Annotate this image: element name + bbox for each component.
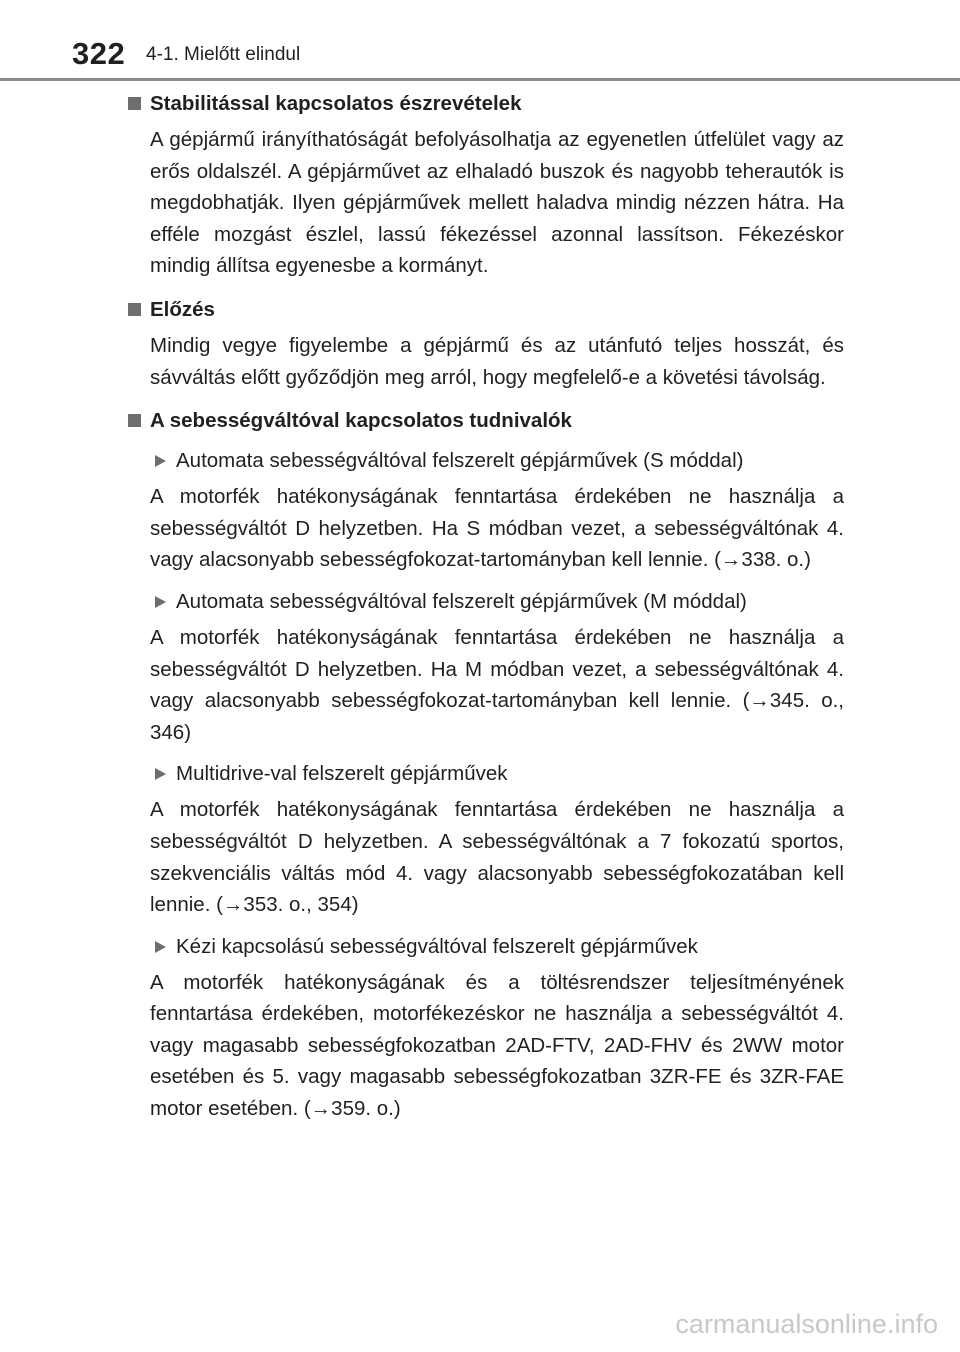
- running-header: 4-1. Mielőtt elindul: [146, 44, 301, 65]
- square-bullet-icon: [128, 414, 141, 427]
- triangle-bullet-icon: [155, 455, 166, 467]
- subsection-paragraph: A motorfék hatékonyságának és a töltésrendszer teljesítményének fenntartása érdekében, motorfékezéskor ne használja a sebességváltót 4. vagy magasabb sebességfokozatban 2AD-FTV, 2AD-FHV és 2WW motor esetében és 5. vagy magasabb sebességfokozatban 3ZR-FE és 3ZR-FAE motor esetében. (→359. o.): [150, 970, 844, 1121]
- page-content: [128, 90, 844, 1139]
- triangle-bullet-icon: [155, 941, 166, 953]
- subsection-heading: Automata sebességváltóval felszerelt gépjárművek (S móddal): [176, 447, 844, 475]
- header-rule: [0, 78, 960, 81]
- section-transmission: [128, 407, 844, 1125]
- square-bullet-icon: [128, 97, 141, 110]
- subsection-paragraph: A motorfék hatékonyságának fenntartása érdekében ne használja a sebességváltót D helyzetben. Ha S módban vezet, a sebességváltónak 4. vagy alacsonyabb sebességfokozat-tartományban kell lennie. (→338. o.): [150, 485, 844, 572]
- subsection-heading: Kézi kapcsolású sebességváltóval felszerelt gépjárművek: [176, 933, 844, 961]
- subsection-multidrive: [128, 760, 844, 920]
- square-bullet-icon: [128, 303, 141, 316]
- subsection-paragraph: A motorfék hatékonyságának fenntartása érdekében ne használja a sebességváltót D helyzetben. Ha M módban vezet, a sebességváltónak 4. vagy alacsonyabb sebességfokozat-tartományban kell lennie. (→345. o., 346): [150, 625, 844, 744]
- triangle-bullet-icon: [155, 768, 166, 780]
- subsection-manual: [128, 933, 844, 1125]
- page-number: 322: [72, 36, 126, 71]
- section-heading: A sebességváltóval kapcsolatos tudnivalók: [150, 407, 844, 435]
- subsection-paragraph: A motorfék hatékonyságának fenntartása érdekében ne használja a sebességváltót D helyzetben. A sebességváltónak a 7 fokozatú sportos, szekvenciális váltás mód 4. vagy alacsonyabb sebességfokozatában kell lennie. (→353. o., 354): [150, 798, 844, 917]
- footer-watermark: carmanualsonline.info: [675, 1309, 938, 1339]
- subsection-automatic-m: [128, 588, 844, 748]
- subsection-automatic-s: [128, 447, 844, 576]
- subsection-heading: Automata sebességváltóval felszerelt gépjárművek (M móddal): [176, 588, 844, 616]
- section-overtaking: [128, 296, 844, 393]
- section-paragraph: Mindig vegye figyelembe a gépjármű és az utánfutó teljes hosszát, és sávváltás előtt győződjön meg arról, hogy megfelelő-e a követési távolság.: [150, 333, 844, 389]
- section-heading: Stabilitással kapcsolatos észrevételek: [150, 90, 844, 118]
- triangle-bullet-icon: [155, 596, 166, 608]
- section-heading: Előzés: [150, 296, 844, 324]
- section-paragraph: A gépjármű irányíthatóságát befolyásolhatja az egyenetlen útfelület vagy az erős oldalszél. A gépjárművet az elhaladó buszok és nagyobb teherautók is megdobhatják. Ilyen gépjárművek mellett haladva mindig nézzen hátra. Ha efféle mozgást észlel, lassú fékezéssel azonnal lassítson. Fékezéskor mindig állítsa egyenesbe a kormányt.: [150, 128, 844, 278]
- subsection-heading: Multidrive-val felszerelt gépjárművek: [176, 760, 844, 788]
- section-stability: [128, 90, 844, 282]
